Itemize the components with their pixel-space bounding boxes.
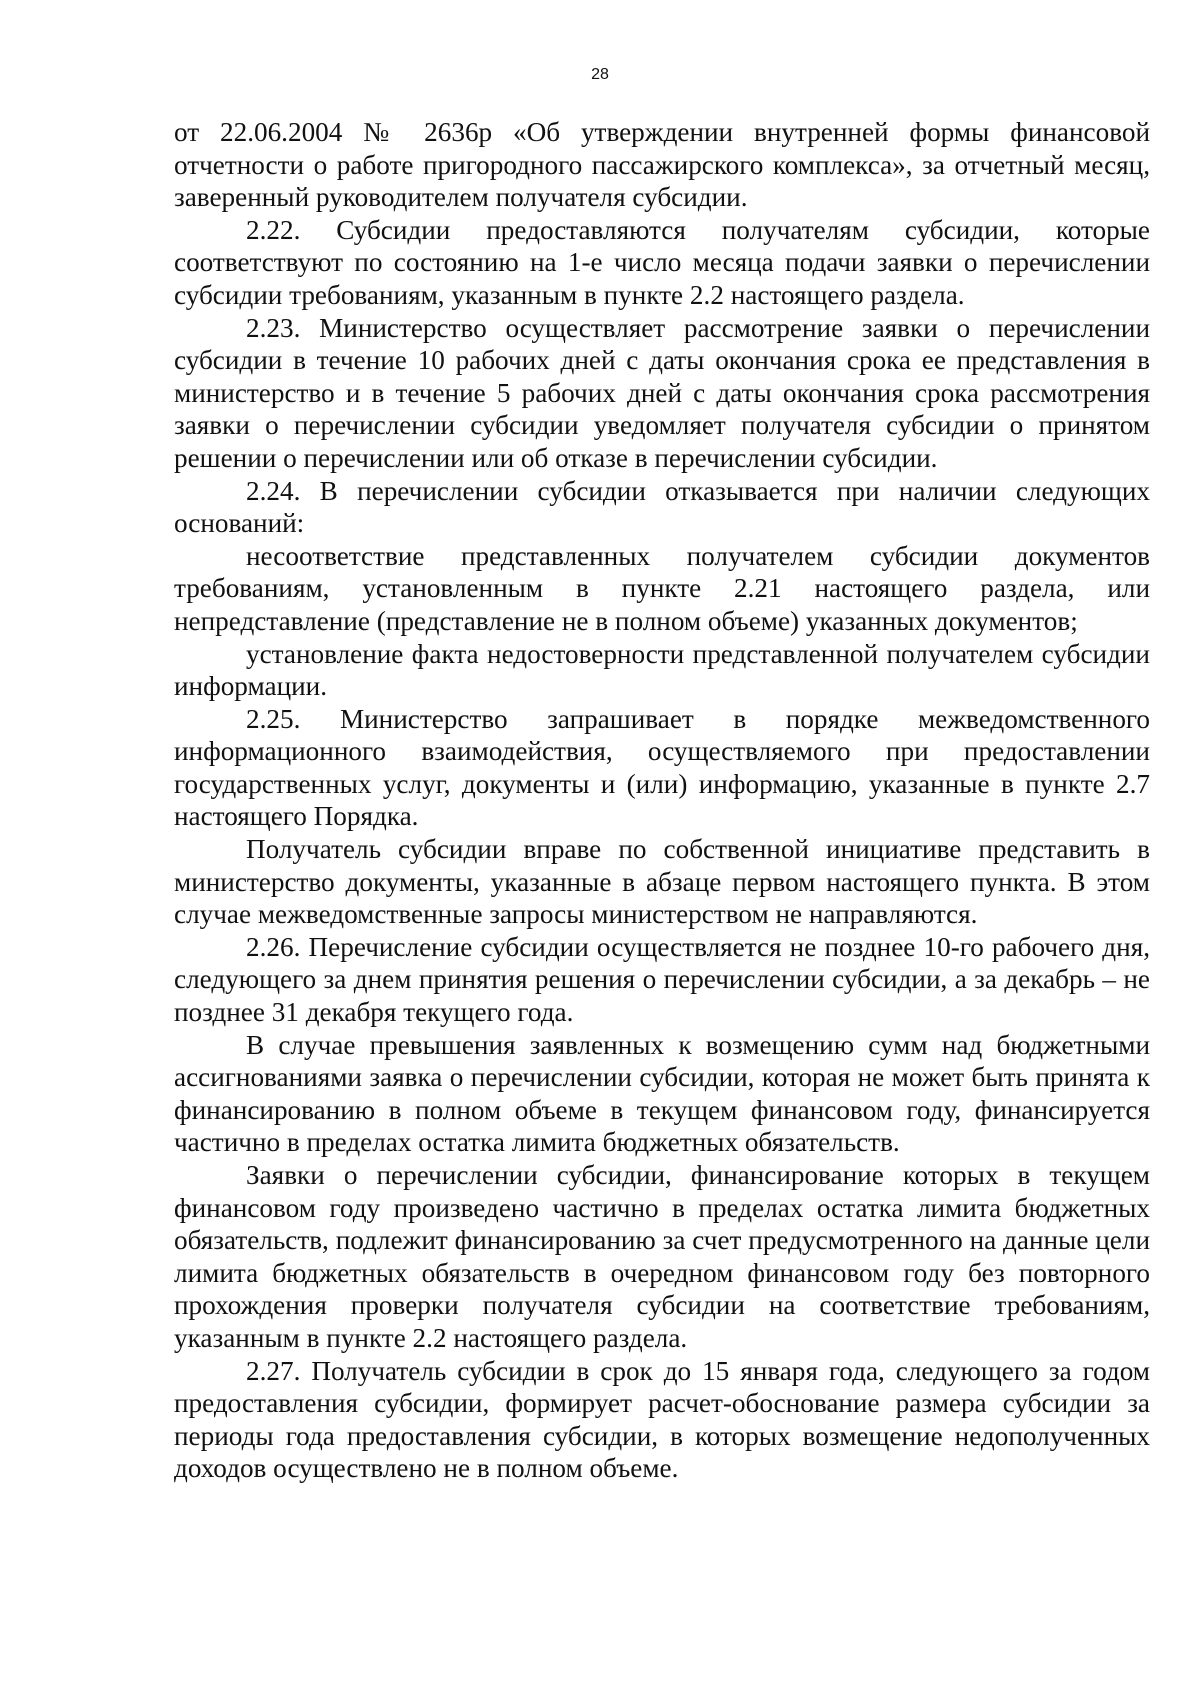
paragraph-2-26-partial-financing: Заявки о перечислении субсидии, финансирование которых в текущем финансовом году произведено частично в пределах остатка лимита бюджетных обязательств, подлежит финансированию за счет предусмотренного на данные цели лимита бюджетных обязательств в очередном финансовом году без повторного прохождения проверки получателя субсидии на соответствие требованиям, указанным в пункте 2.2 настоящего раздела. — [174, 1160, 1150, 1353]
paragraph-2-27: 2.27. Получатель субсидии в срок до 15 января года, следующего за годом предоставления субсидии, формирует расчет-обоснование размера субсидии за периоды года предоставления субсидии, в которых возмещение недополученных доходов осуществлено не в полном объеме. — [174, 1355, 1150, 1484]
paragraph-2-25: 2.25. Министерство запрашивает в порядке межведомственного информационного взаимодействия, осуществляемого при предоставлении государственных услуг, документы и (или) информацию, указанные в пункте 2.7 настоящего Порядка. — [174, 703, 1150, 832]
paragraph-2-24: 2.24. В перечислении субсидии отказывается при наличии следующих оснований: — [174, 475, 1150, 539]
paragraph-2-26-excess-claims: В случае превышения заявленных к возмещению сумм над бюджетными ассигнованиями заявка о перечислении субсидии, которая не может быть принята к финансированию в полном объеме в текущем финансовом году, финансируется частично в пределах остатка лимита бюджетных обязательств. — [174, 1029, 1150, 1158]
paragraph-order-reference-continuation: от 22.06.2004 № 2636р «Об утверждении внутренней формы финансовой отчетности о работе пригородного пассажирского комплекса», за отчетный месяц, заверенный руководителем получателя субсидии. — [174, 117, 1150, 213]
page-number: 28 — [591, 66, 609, 83]
paragraph-2-26: 2.26. Перечисление субсидии осуществляется не позднее 10-го рабочего дня, следующего за днем принятия решения о перечислении субсидии, а за декабрь – не позднее 31 декабря текущего года. — [174, 931, 1150, 1028]
paragraph-2-24-ground-1: несоответствие представленных получателем субсидии документов требованиям, установленным в пункте 2.21 настоящего раздела, или непредставление (представление не в полном объеме) указанных документов; — [174, 540, 1150, 636]
paragraph-2-24-ground-2: установление факта недостоверности представленной получателем субсидии информации. — [174, 638, 1150, 702]
paragraph-2-23: 2.23. Министерство осуществляет рассмотрение заявки о перечислении субсидии в течение 10 рабочих дней с даты окончания срока ее представления в министерство и в течение 5 рабочих дней с даты окончания срока рассмотрения заявки о перечислении субсидии уведомляет получателя субсидии о принятом решении о перечислении или об отказе в перечислении субсидии. — [174, 312, 1150, 473]
paragraph-2-22: 2.22. Субсидии предоставляются получателям субсидии, которые соответствуют по состоянию на 1-е число месяца подачи заявки о перечислении субсидии требованиям, указанным в пункте 2.2 настоящего раздела. — [174, 214, 1150, 310]
paragraph-2-25-recipient-initiative: Получатель субсидии вправе по собственной инициативе представить в министерство документы, указанные в абзаце первом настоящего пункта. В этом случае межведомственные запросы министерством не направляются. — [174, 834, 1150, 930]
document-body — [174, 116, 1150, 1485]
